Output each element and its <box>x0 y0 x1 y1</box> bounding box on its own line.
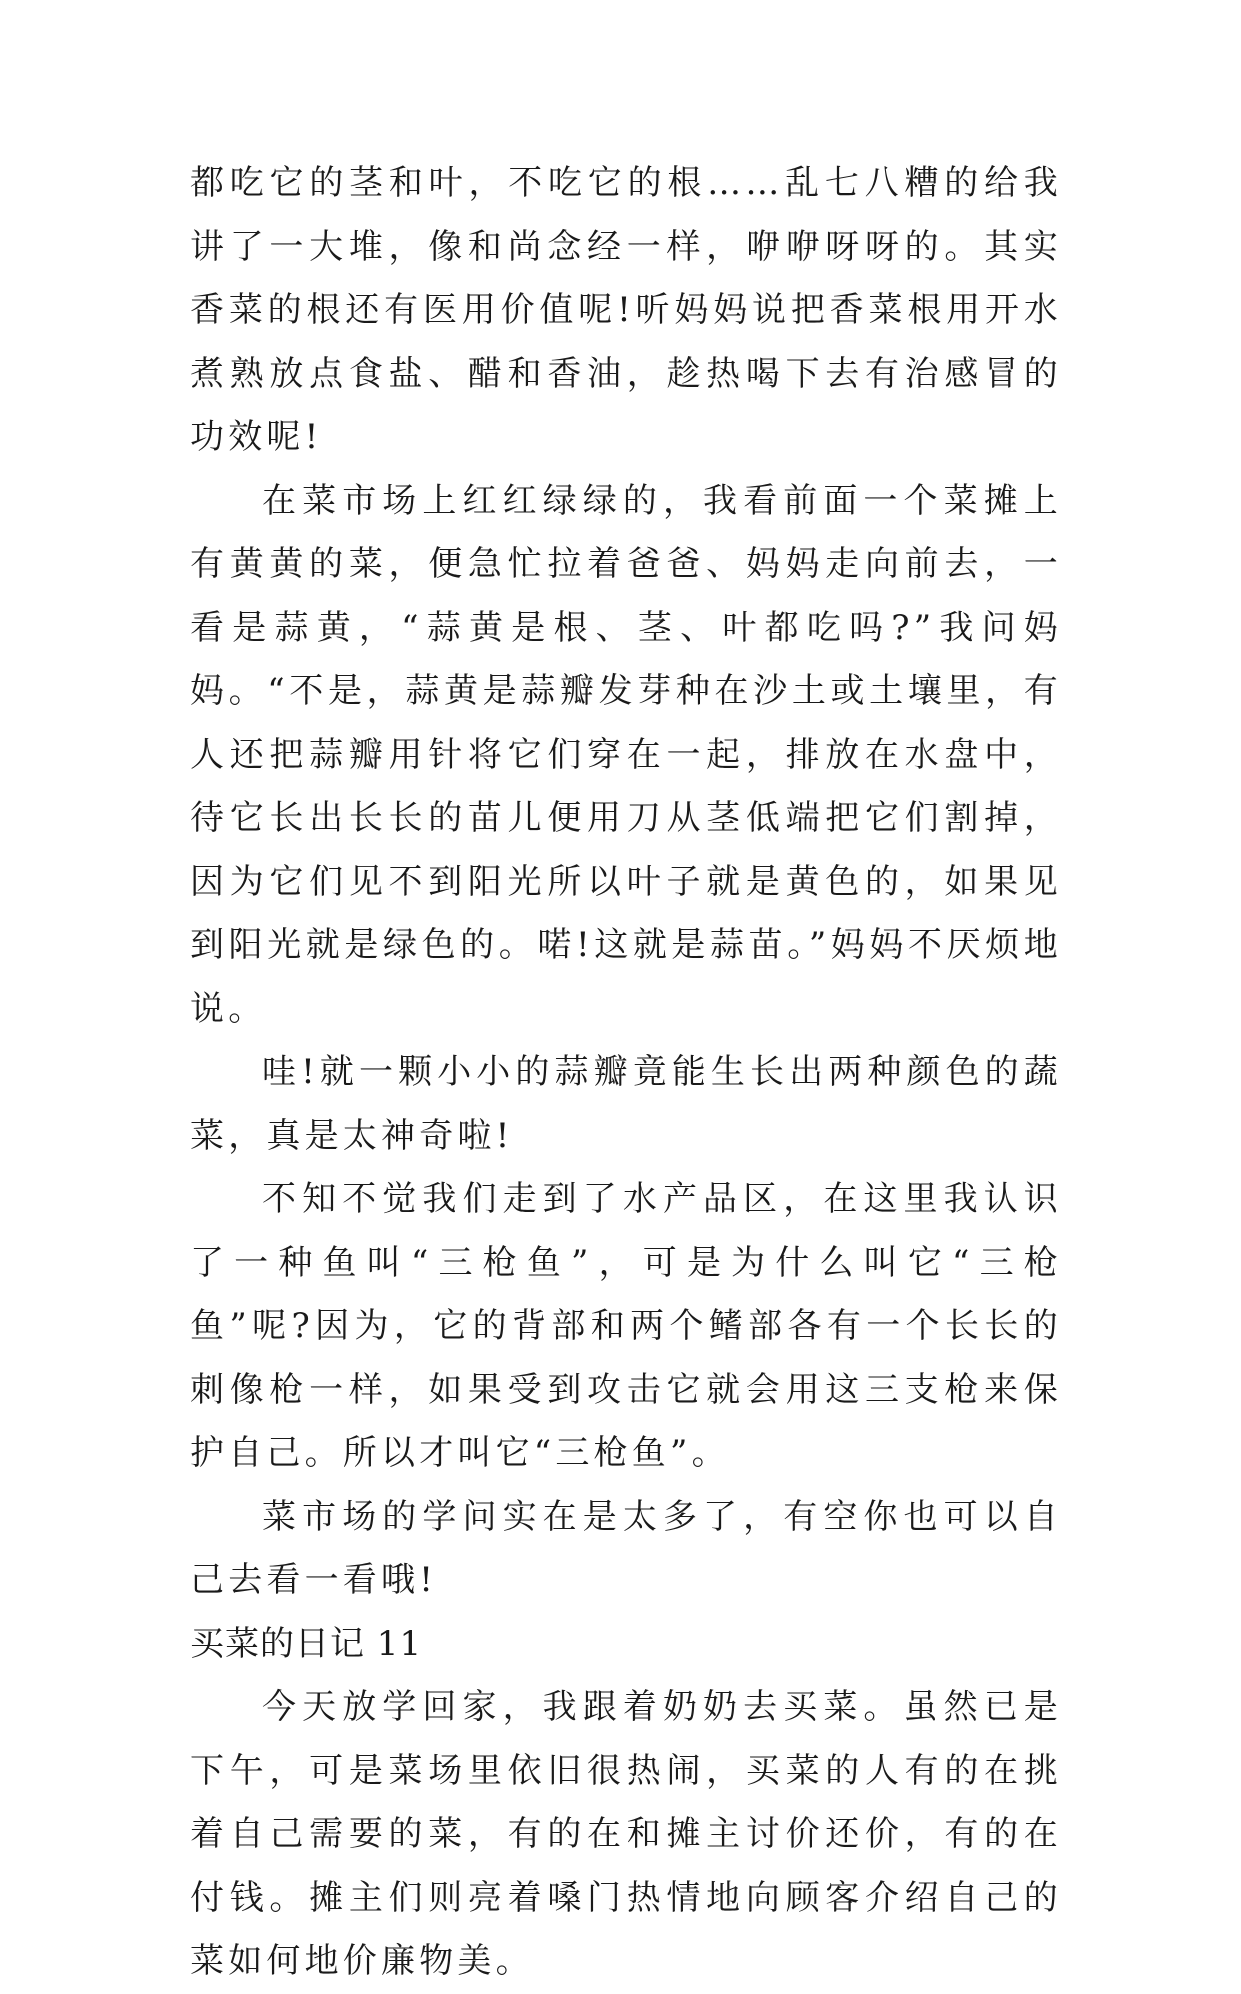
paragraph-garlic-wonder: 哇!就一颗小小的蒜瓣竟能生长出两种颜色的蔬菜，真是太神奇啦! <box>190 1052 1062 1156</box>
paragraph-herb-root: 都吃它的茎和叶，不吃它的根……乱七八糟的给我讲了一大堆，像和尚念经一样，咿咿呀呀的。其实香菜的根还有医用价值呢!听妈妈说把香菜根用开水煮熟放点食盐、醋和香油，趁热喝下去有治感冒的功效呢! <box>190 163 1062 457</box>
paragraph-grocery-with-grandma: 今天放学回家，我跟着奶奶去买菜。虽然已是下午，可是菜场里依旧很热闹，买菜的人有的在挑着自己需要的菜，有的在和摊主讨价还价，有的在付钱。摊主们则亮着嗓门热情地向顾客介绍自己的菜如何地价廉物美。 <box>190 1687 1062 1981</box>
section-title: 买菜的日记 11 <box>190 1623 423 1664</box>
paragraph-three-spine-fish: 不知不觉我们走到了水产品区，在这里我认识了一种鱼叫“三枪鱼”，可是为什么叫它“三枪鱼”呢?因为，它的背部和两个鳍部各有一个长长的刺像枪一样，如果受到攻击它就会用这三支枪来保护自己。所以才叫它“三枪鱼”。 <box>190 1179 1062 1473</box>
paragraph-garlic-yellow: 在菜市场上红红绿绿的，我看前面一个菜摊上有黄黄的菜，便急忙拉着爸爸、妈妈走向前去，一看是蒜黄，“蒜黄是根、茎、叶都吃吗?”我问妈妈。“不是，蒜黄是蒜瓣发芽种在沙土或土壤里，有人还把蒜瓣用针将它们穿在一起，排放在水盘中，待它长出长长的苗儿便用刀从茎低端把它们割掉，因为它们见不到阳光所以叶子就是黄色的，如果见到阳光就是绿色的。喏!这就是蒜苗。”妈妈不厌烦地说。 <box>190 480 1063 1029</box>
document-page <box>190 152 1062 1994</box>
paragraph-market-knowledge: 菜市场的学问实在是太多了，有空你也可以自己去看一看哦! <box>190 1496 1062 1600</box>
